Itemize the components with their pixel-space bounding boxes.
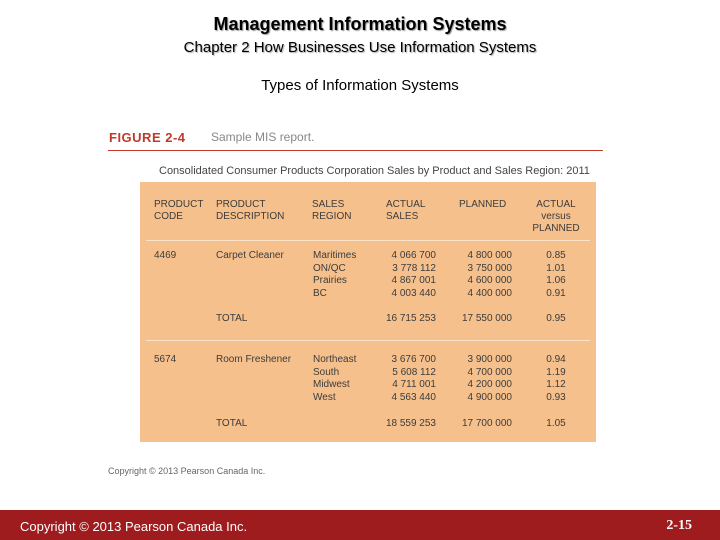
ratio-cells	[527, 354, 585, 404]
region-cells	[313, 354, 356, 404]
slide-title: Management Information Systems	[213, 14, 507, 34]
planned-cells	[450, 250, 512, 300]
figure-copyright: Copyright © 2013 Pearson Canada Inc.	[108, 466, 266, 476]
region-cell: Prairies	[313, 275, 347, 286]
header-line: ACTUAL	[386, 199, 426, 210]
slide-heading: Types of Information Systems	[261, 77, 459, 94]
actual-cell: 3 676 700	[391, 354, 436, 365]
header-line: ACTUAL	[536, 199, 576, 210]
header-line: SALES	[312, 199, 345, 210]
ratio-cell: 0.93	[546, 391, 566, 403]
header-line: PRODUCT	[154, 199, 204, 210]
header-actual-sales	[386, 199, 425, 223]
table-title: Consolidated Consumer Products Corporation Sales by Product and Sales Region: 2011	[159, 165, 590, 177]
ratio-cell: 0.94	[546, 354, 566, 365]
header-product-description	[216, 199, 284, 223]
ratio-cell: 1.06	[546, 275, 566, 286]
actual-cell: 4 066 700	[391, 250, 436, 261]
region-cells	[313, 250, 356, 300]
row-divider	[146, 340, 590, 341]
footer-copyright: Copyright © 2013 Pearson Canada Inc.	[20, 519, 248, 534]
total-planned: 17 700 000	[461, 418, 512, 429]
header-product-code	[154, 199, 203, 223]
planned-cell: 3 900 000	[467, 354, 512, 365]
header-line: PLANNED	[459, 199, 507, 210]
actual-cell: 3 778 112	[392, 262, 436, 274]
region-cell: Midwest	[313, 379, 350, 390]
product-code: 5674	[154, 354, 177, 365]
header-planned	[459, 199, 506, 211]
product-description: Carpet Cleaner	[216, 250, 284, 261]
planned-cells	[450, 354, 512, 404]
header-line: PLANNED	[532, 223, 580, 234]
planned-cell: 4 600 000	[467, 275, 512, 286]
region-cell: BC	[313, 287, 327, 299]
header-line: REGION	[312, 211, 352, 222]
total-label: TOTAL	[216, 418, 248, 429]
planned-cell: 4 400 000	[467, 287, 512, 299]
actual-cells	[374, 250, 436, 300]
ratio-cell: 1.01	[546, 262, 566, 274]
region-cell: South	[313, 366, 340, 378]
figure-rule	[108, 150, 603, 151]
actual-cell: 4 563 440	[391, 391, 436, 403]
total-ratio: 0.95	[546, 313, 566, 324]
slide-subtitle: Chapter 2 How Businesses Use Information Systems	[183, 39, 537, 56]
planned-cell: 4 200 000	[467, 379, 512, 390]
total-label: TOTAL	[216, 313, 248, 324]
header-sales-region	[312, 199, 351, 223]
ratio-cell: 0.91	[546, 287, 566, 299]
header-actual-vs-planned	[527, 199, 585, 235]
total-actual: 16 715 253	[385, 313, 436, 324]
actual-cell: 4 003 440	[391, 287, 436, 299]
ratio-cell: 0.85	[546, 250, 566, 261]
region-cell: Maritimes	[313, 250, 357, 261]
header-line: SALES	[386, 211, 419, 222]
planned-cell: 4 900 000	[467, 391, 512, 403]
ratio-cell: 1.12	[546, 379, 566, 390]
region-cell: Northeast	[313, 354, 357, 365]
header-line: CODE	[154, 211, 183, 222]
figure-caption: Sample MIS report.	[211, 130, 315, 144]
planned-cell: 4 800 000	[467, 250, 512, 261]
footer-bar	[0, 510, 720, 540]
header-line: PRODUCT	[216, 199, 266, 210]
region-cell: ON/QC	[313, 262, 346, 274]
total-planned: 17 550 000	[461, 313, 512, 324]
row-divider	[146, 240, 590, 241]
ratio-cell: 1.19	[546, 366, 566, 378]
product-code: 4469	[154, 250, 177, 261]
planned-cell: 3 750 000	[467, 262, 512, 274]
header-line: DESCRIPTION	[216, 211, 285, 222]
header-line: versus	[541, 211, 571, 222]
total-actual: 18 559 253	[385, 418, 436, 429]
product-description: Room Freshener	[216, 354, 292, 365]
slide-number: 2-15	[666, 518, 692, 533]
total-ratio: 1.05	[546, 418, 566, 429]
actual-cell: 4 867 001	[391, 275, 436, 286]
actual-cell: 5 608 112	[392, 366, 436, 378]
actual-cells	[374, 354, 436, 404]
figure-label: FIGURE 2-4	[109, 130, 186, 145]
planned-cell: 4 700 000	[467, 366, 512, 378]
region-cell: West	[313, 391, 336, 403]
ratio-cells	[527, 250, 585, 300]
actual-cell: 4 711 001	[392, 379, 436, 390]
